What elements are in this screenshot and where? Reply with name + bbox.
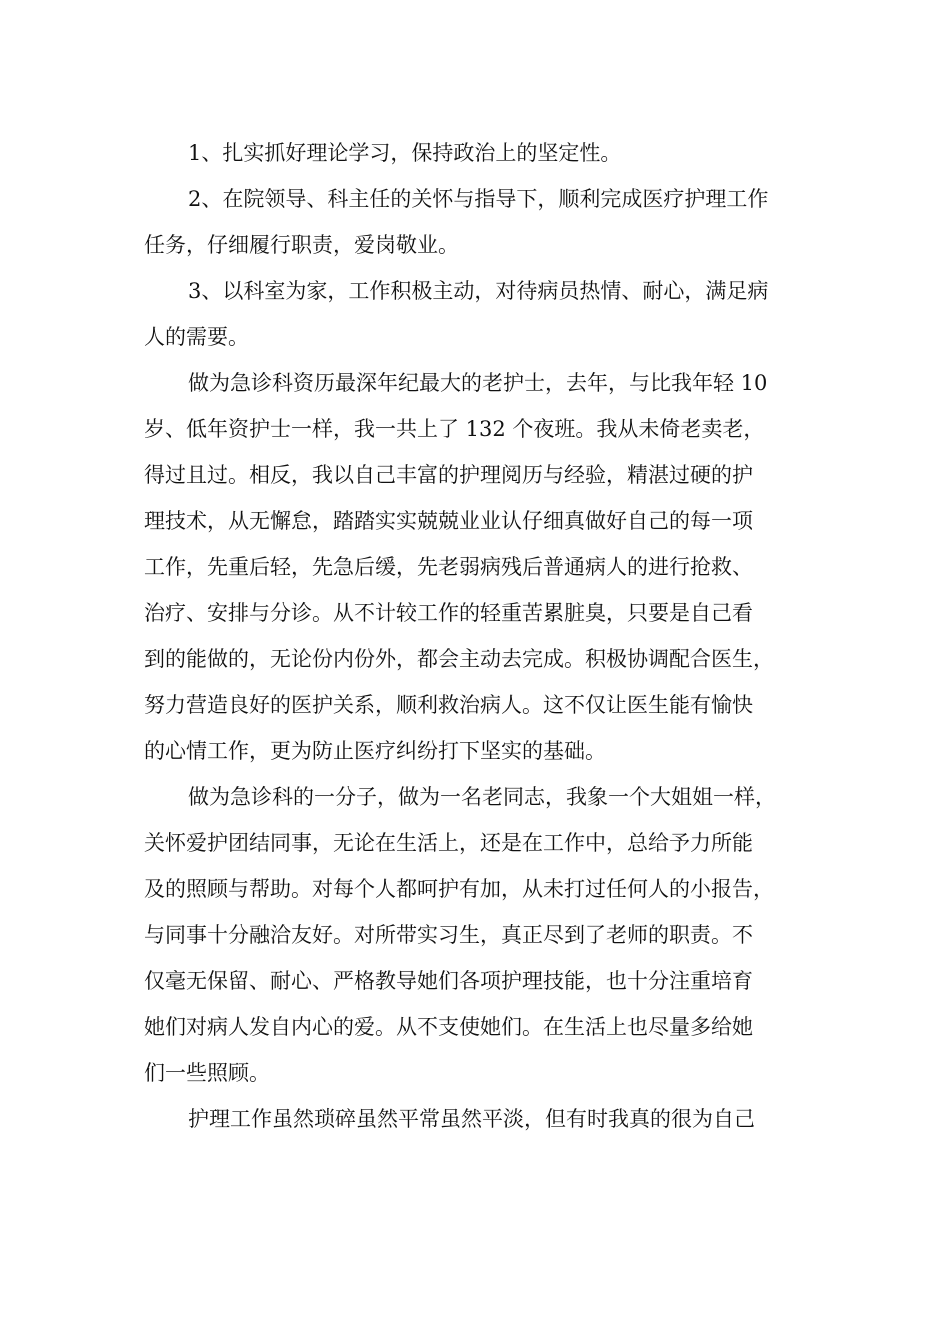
paragraph-line: 做为急诊科资历最深年纪最大的老护士，去年，与比我年轻 10 — [188, 371, 768, 395]
paragraph-line: 人的需要。 — [144, 325, 249, 349]
paragraph-line: 2、在院领导、科主任的关怀与指导下，顺利完成医疗护理工作 — [188, 187, 769, 211]
paragraph-line: 努力营造良好的医护关系，顺利救治病人。这不仅让医生能有愉快 — [144, 693, 753, 717]
paragraph-line: 3、以科室为家，工作积极主动，对待病员热情、耐心，满足病 — [188, 279, 769, 303]
paragraph-line: 任务，仔细履行职责，爱岗敬业。 — [144, 233, 459, 257]
paragraph-line: 及的照顾与帮助。对每个人都呵护有加，从未打过任何人的小报告， — [144, 877, 774, 901]
paragraph-line: 治疗、安排与分诊。从不计较工作的轻重苦累脏臭，只要是自己看 — [144, 601, 753, 625]
paragraph-line: 岁、低年资护士一样，我一共上了 132 个夜班。我从未倚老卖老， — [144, 417, 765, 441]
paragraph-line: 做为急诊科的一分子，做为一名老同志，我象一个大姐姐一样， — [188, 785, 776, 809]
paragraph-line: 们一些照顾。 — [144, 1061, 270, 1085]
paragraph-line: 的心情工作，更为防止医疗纠纷打下坚实的基础。 — [144, 739, 606, 763]
paragraph-line: 关怀爱护团结同事，无论在生活上，还是在工作中，总给予力所能 — [144, 831, 753, 855]
paragraph-line: 到的能做的，无论份内份外，都会主动去完成。积极协调配合医生， — [144, 647, 774, 671]
paragraph-line: 1、扎实抓好理论学习，保持政治上的坚定性。 — [188, 141, 622, 165]
paragraph-line: 与同事十分融洽友好。对所带实习生，真正尽到了老师的职责。不 — [144, 923, 753, 947]
paragraph-line: 她们对病人发自内心的爱。从不支使她们。在生活上也尽量多给她 — [144, 1015, 753, 1039]
paragraph-line: 工作，先重后轻，先急后缓，先老弱病残后普通病人的进行抢救、 — [144, 555, 753, 579]
paragraph-line: 护理工作虽然琐碎虽然平常虽然平淡，但有时我真的很为自己 — [188, 1107, 755, 1131]
document-body — [144, 130, 824, 1142]
paragraph-line: 仅毫无保留、耐心、严格教导她们各项护理技能，也十分注重培育 — [144, 969, 753, 993]
paragraph-line: 得过且过。相反，我以自己丰富的护理阅历与经验，精湛过硬的护 — [144, 463, 753, 487]
paragraph-line: 理技术，从无懈怠，踏踏实实兢兢业业认仔细真做好自己的每一项 — [144, 509, 753, 533]
